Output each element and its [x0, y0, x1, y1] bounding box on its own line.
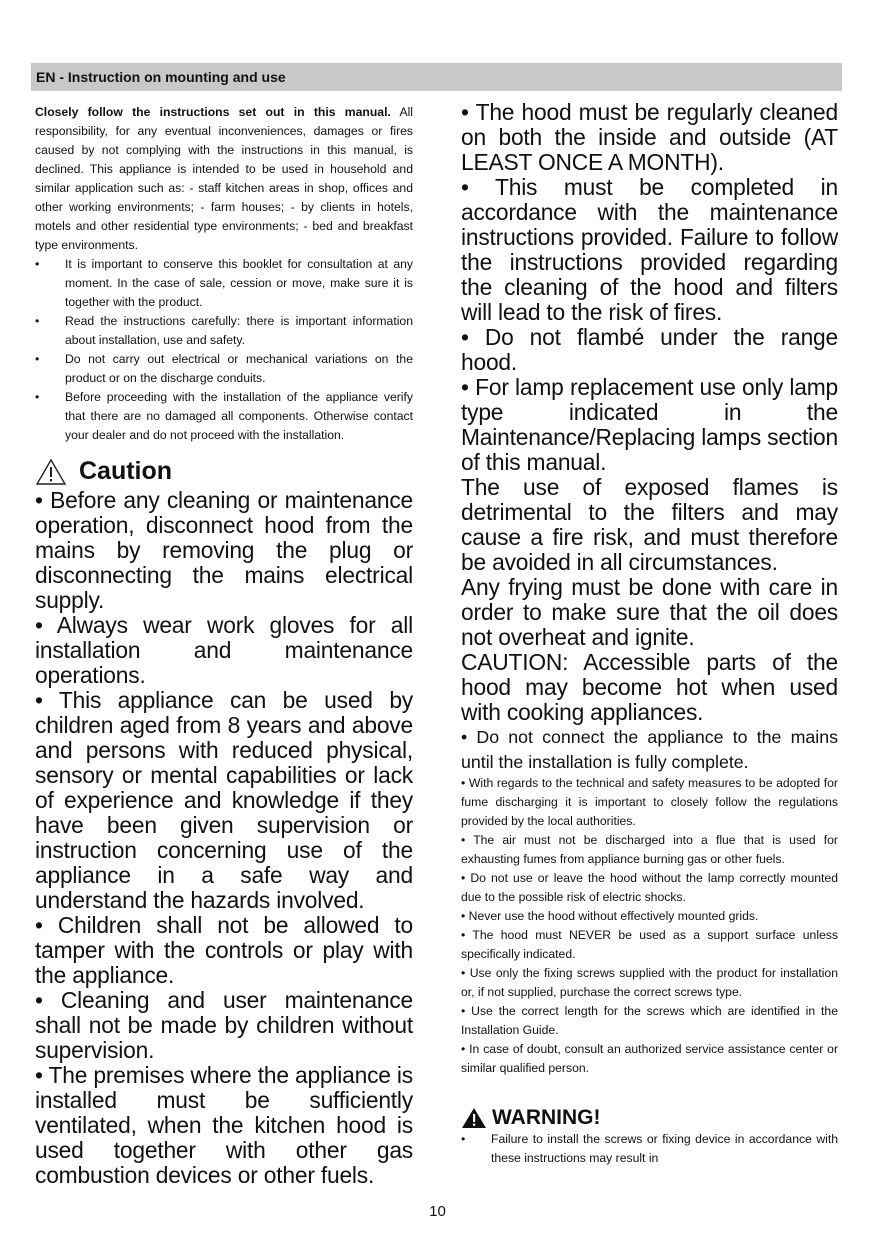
- safety-paragraph: • This must be completed in accordance with the maintenance instructions provided. Failure to follow the instructions provided regarding the cleaning of the hood and filters will lead to the risk of fires.: [461, 174, 838, 325]
- bullet-glyph: •: [35, 352, 40, 366]
- intro-bullet-list: [35, 255, 413, 445]
- left-column: [35, 103, 413, 1188]
- safety-note: • Do not use or leave the hood without the lamp correctly mounted due to the possible risk of electric shocks.: [461, 871, 838, 904]
- list-item-text: It is important to conserve this booklet for consultation at any moment. In the case of sale, cession or move, make sure it is together with the product.: [65, 257, 413, 309]
- caution-title: Caution: [79, 457, 173, 485]
- safety-paragraph: • Do not flambé under the range hood.: [461, 324, 838, 375]
- safety-note: • Use the correct length for the screws which are identified in the Installation Guide.: [461, 1004, 838, 1037]
- safety-paragraph: • For lamp replacement use only lamp type indicated in the Maintenance/Replacing lamps section of this manual.: [461, 374, 838, 475]
- list-item-text: Do not carry out electrical or mechanical variations on the product or on the discharge conduits.: [65, 352, 413, 385]
- list-item-text: Before proceeding with the installation of the appliance verify that there are no damaged all components. Otherwise contact your dealer and do not proceed with the installation.: [65, 390, 413, 442]
- caution-heading: [35, 457, 413, 486]
- caution-paragraph: • Always wear work gloves for all installation and maintenance operations.: [35, 612, 413, 688]
- bullet-glyph: •: [35, 314, 40, 328]
- bullet-glyph: •: [35, 390, 40, 404]
- safety-note: • Never use the hood without effectively mounted grids.: [461, 909, 759, 923]
- section-header-title: EN - Instruction on mounting and use: [36, 69, 286, 85]
- mains-connection-paragraph: • Do not connect the appliance to the mains until the installation is fully complete.: [461, 727, 838, 772]
- safety-note: • With regards to the technical and safety measures to be adopted for fume discharging it is important to closely follow the regulations provided by the local authorities.: [461, 776, 838, 828]
- safety-note: • In case of doubt, consult an authorized service assistance center or similar qualified person.: [461, 1042, 838, 1075]
- safety-paragraph: CAUTION: Accessible parts of the hood may become hot when used with cooking appliances.: [461, 649, 838, 725]
- caution-paragraph: • Cleaning and user maintenance shall not be made by children without supervision.: [35, 987, 413, 1063]
- list-item-text: Read the instructions carefully: there is important information about installation, use and safety.: [65, 314, 413, 347]
- list-item: [461, 1130, 838, 1168]
- page-number: 10: [429, 1203, 446, 1220]
- safety-paragraph: Any frying must be done with care in order to make sure that the oil does not overheat and ignite.: [461, 574, 838, 650]
- bullet-glyph: •: [35, 257, 40, 271]
- caution-paragraph: • Children shall not be allowed to tamper with the controls or play with the appliance.: [35, 912, 413, 988]
- caution-triangle-icon: [35, 458, 67, 486]
- intro-bold: Closely follow the instructions set out in this manual.: [35, 105, 391, 119]
- list-item: [35, 350, 413, 388]
- warning-heading: [461, 1106, 838, 1130]
- warning-bullet-text: Failure to install the screws or fixing device in accordance with these instructions may result in: [491, 1132, 838, 1165]
- list-item: [35, 255, 413, 312]
- intro-text: All responsibility, for any eventual inconveniences, damages or fires caused by not complying with the instructions in this manual, is declined. This appliance is intended to be used in household and similar application such as: - staff kitchen areas in shop, offices and other working environments; - farm houses; - by clients in hotels, motels and other residential type environments; - bed and breakfast type environments.: [35, 105, 413, 252]
- section-header-band: [31, 63, 842, 91]
- safety-paragraph: The use of exposed flames is detrimental to the filters and may cause a fire risk, and must therefore be avoided in all circumstances.: [461, 474, 838, 575]
- safety-note: • Use only the fixing screws supplied with the product for installation or, if not supplied, purchase the correct screws type.: [461, 966, 838, 999]
- caution-paragraph: • Before any cleaning or maintenance operation, disconnect hood from the mains by removing the plug or disconnecting the mains electrical supply.: [35, 487, 413, 613]
- warning-title: WARNING!: [492, 1106, 601, 1129]
- intro-paragraph: [35, 103, 413, 255]
- warning-bullet-list: [461, 1130, 838, 1168]
- safety-note: • The hood must NEVER be used as a support surface unless specifically indicated.: [461, 928, 838, 961]
- list-item: [35, 312, 413, 350]
- right-column: [461, 100, 838, 1168]
- safety-note: • The air must not be discharged into a flue that is used for exhausting fumes from appliance burning gas or other fuels.: [461, 833, 838, 866]
- list-item: [35, 388, 413, 445]
- warning-triangle-icon: [461, 1107, 487, 1129]
- bullet-glyph: •: [461, 1132, 466, 1146]
- safety-paragraph: • The hood must be regularly cleaned on both the inside and outside (AT LEAST ONCE A MONTH).: [461, 99, 838, 175]
- caution-paragraph: • The premises where the appliance is installed must be sufficiently ventilated, when the kitchen hood is used together with other gas combustion devices or other fuels.: [35, 1062, 413, 1188]
- caution-paragraph: • This appliance can be used by children aged from 8 years and above and persons with reduced physical, sensory or mental capabilities or lack of experience and knowledge if they have been given supervision or instruction concerning use of the appliance in a safe way and understand the hazards involved.: [35, 687, 413, 913]
